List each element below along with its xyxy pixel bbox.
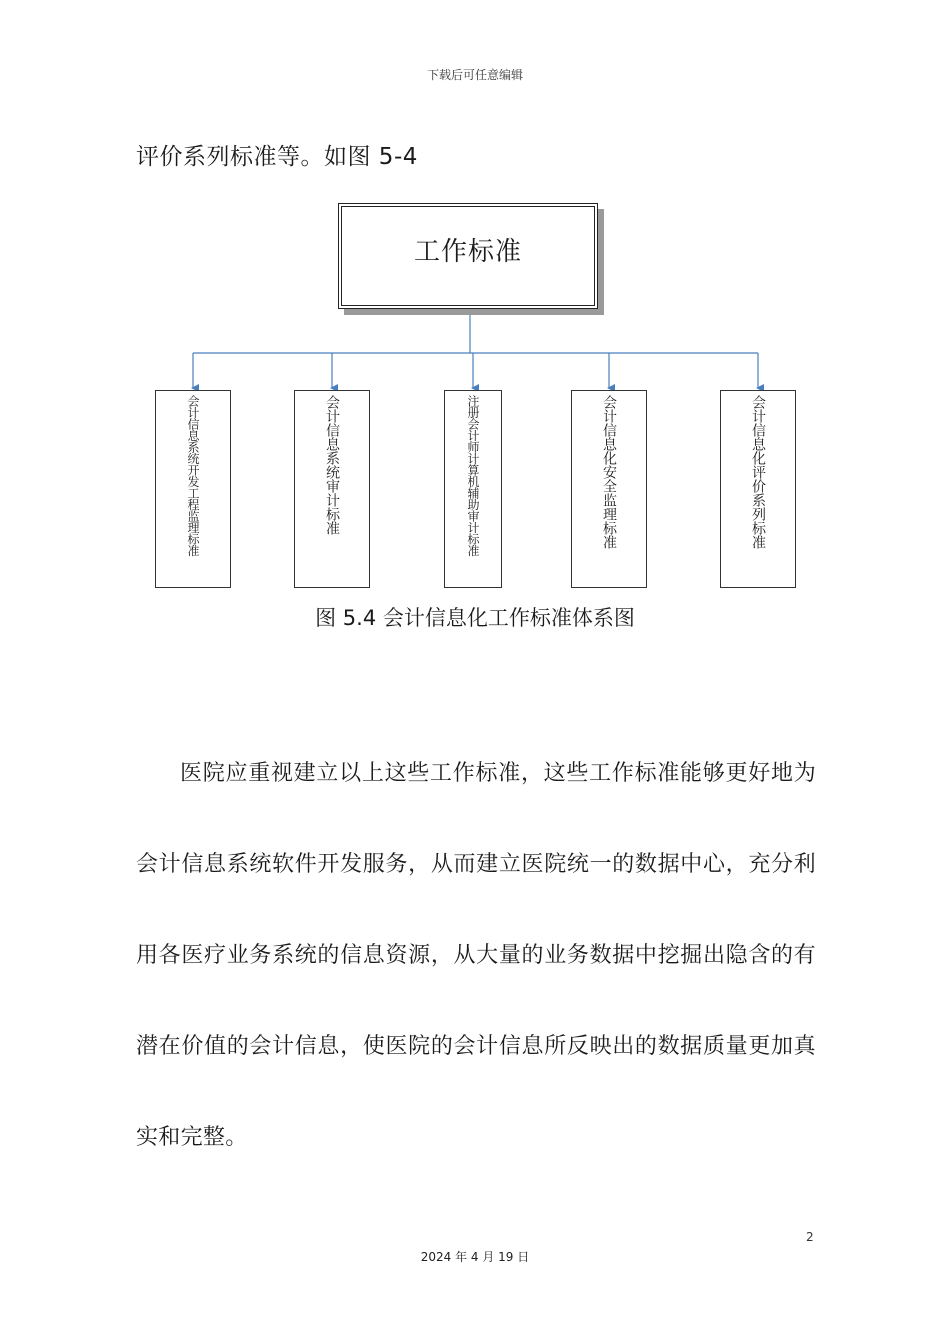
standard-label: 注册会计师计算机辅助审计标准 xyxy=(466,395,480,556)
standard-label: 会计信息化评价系列标准 xyxy=(750,395,766,549)
root-standard-label: 工作标准 xyxy=(413,237,522,267)
standards-diagram xyxy=(150,195,810,595)
intro-text: 评价系列标准等。如图 5-4 xyxy=(136,144,418,170)
root-standard-box xyxy=(338,203,598,309)
standard-box-system-audit xyxy=(294,390,370,588)
standard-label: 会计信息系统审计标准 xyxy=(324,395,340,535)
standard-label: 会计信息化安全监理标准 xyxy=(601,395,617,549)
standard-box-computer-assisted-audit xyxy=(444,390,502,588)
body-paragraph: 医院应重视建立以上这些工作标准，这些工作标准能够更好地为会计信息系统软件开发服务，从而建立医院统一的数据中心，充分利用各医疗业务系统的信息资源，从大量的业务数据中挖掘出隐含的有潜在价值的会计信息，使医院的会计信息所反映出的数据质量更加真实和完整。 xyxy=(136,761,816,1150)
page-header: 下载后可任意编辑 xyxy=(426,68,523,82)
standard-box-evaluation-series xyxy=(720,390,796,588)
page-number: 2 xyxy=(806,1230,814,1244)
standard-box-security-supervision xyxy=(571,390,647,588)
figure-caption: 图 5.4 会计信息化工作标准体系图 xyxy=(315,606,635,630)
standard-box-development-supervision xyxy=(155,390,231,588)
page-footer-date: 2024 年 4 月 19 日 xyxy=(420,1250,530,1264)
body-paragraph-block xyxy=(136,728,816,1183)
standard-label: 会计信息系统开发工程监理标准 xyxy=(186,395,200,556)
